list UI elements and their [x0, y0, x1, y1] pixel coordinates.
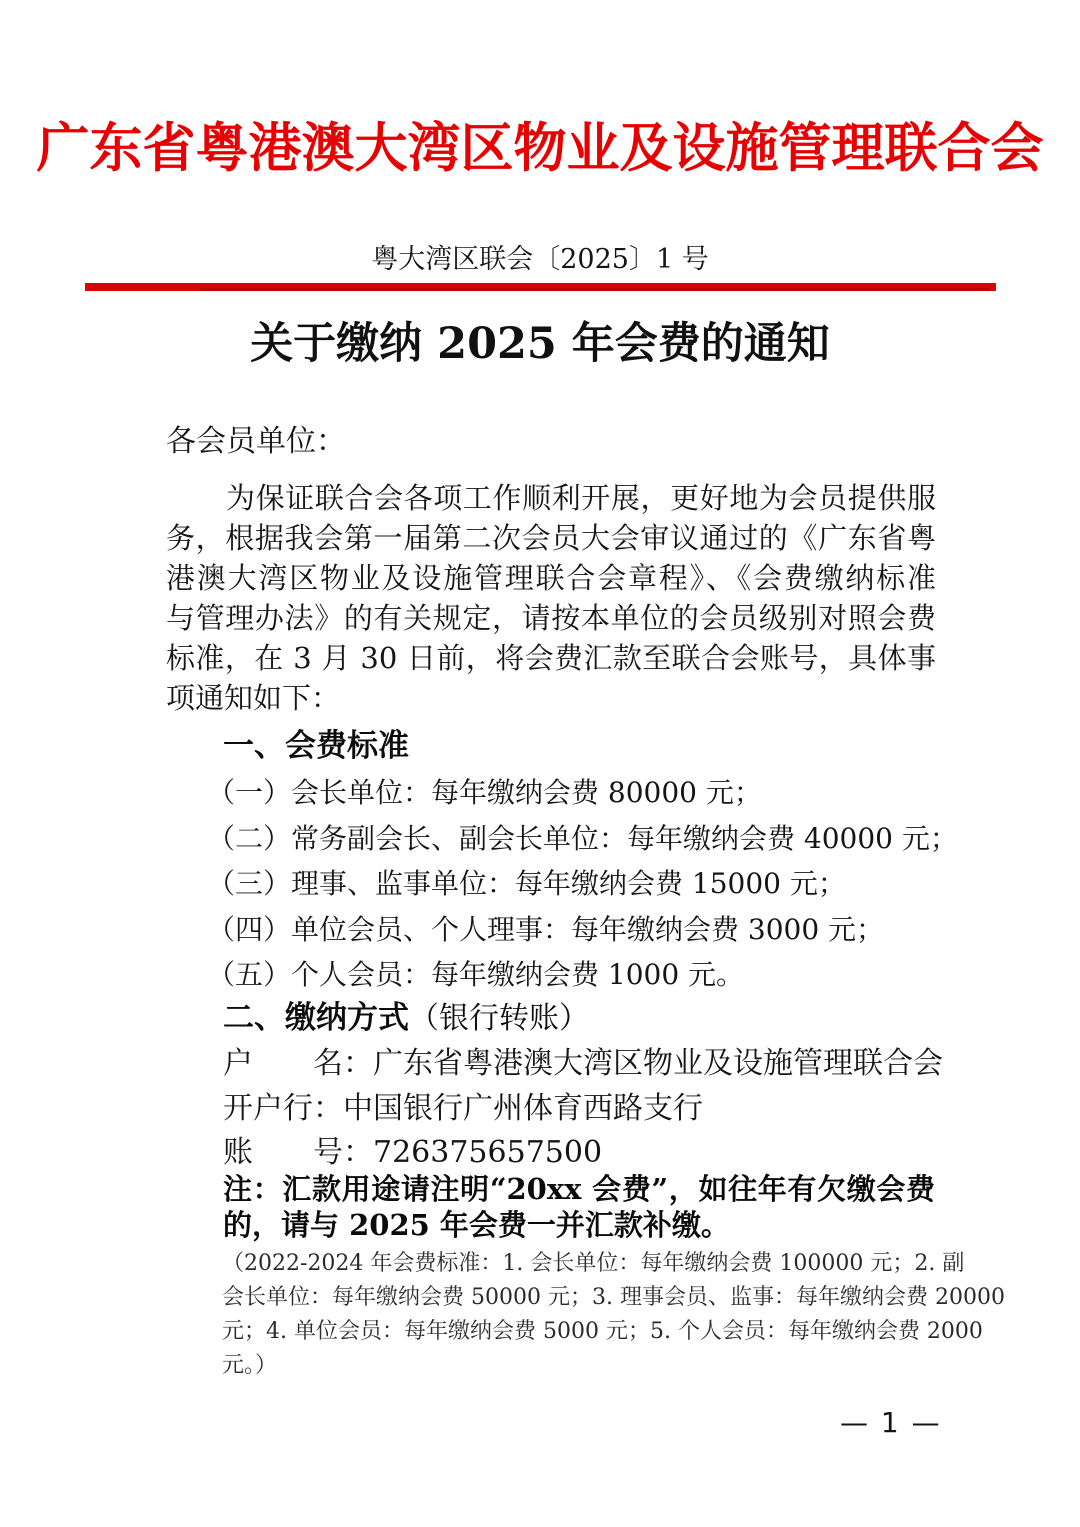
fee-item: （四）单位会员、个人理事：每年缴纳会费 3000 元；	[207, 912, 885, 946]
section2-heading-suffix: （银行转账）	[409, 1001, 589, 1036]
intro-paragraph	[166, 478, 936, 718]
notice-title: 关于缴纳 2025 年会费的通知	[250, 319, 830, 369]
fine-print-line: 元。）	[222, 1353, 278, 1378]
bank-branch-line: 开户行：中国银行广州体育西路支行	[223, 1090, 703, 1126]
fee-item: （一）会长单位：每年缴纳会费 80000 元；	[207, 776, 762, 809]
fee-item: （二）常务副会长、副会长单位：每年缴纳会费 40000 元；	[207, 821, 958, 855]
section2-heading	[223, 998, 589, 1039]
fee-standard-list	[207, 770, 967, 998]
intro-line: 港澳大湾区物业及设施管理联合会章程》、《会费缴纳标准	[166, 561, 936, 595]
fee-item: （三）理事、监事单位：每年缴纳会费 15000 元；	[207, 867, 846, 900]
document-number: 粤大湾区联会〔2025〕1 号	[371, 244, 709, 275]
fine-print-line: （2022-2024 年会费标准：1. 会长单位：每年缴纳会费 100000 元；2. 副	[222, 1251, 965, 1276]
intro-line: 与管理办法》的有关规定，请按本单位的会员级别对照会费	[166, 601, 936, 635]
fine-print-line: 会长单位：每年缴纳会费 50000 元；3. 理事会员、监事：每年缴纳会费 20000	[222, 1285, 1005, 1310]
section2-heading-main: 二、缴纳方式	[223, 1000, 409, 1036]
intro-line: 项通知如下：	[166, 681, 341, 715]
salutation: 各会员单位：	[166, 424, 346, 459]
red-divider-line	[85, 283, 996, 291]
account-name-line: 户 名：广东省粤港澳大湾区物业及设施管理联合会	[223, 1046, 943, 1081]
remittance-note	[223, 1172, 935, 1243]
note-line: 的，请与 2025 年会费一并汇款补缴。	[223, 1207, 730, 1242]
red-divider-accent	[200, 288, 990, 291]
previous-years-fee-note	[222, 1247, 1005, 1383]
fee-item: （五）个人会员：每年缴纳会费 1000 元。	[207, 958, 745, 991]
intro-line: 为保证联合会各项工作顺利开展，更好地为会员提供服	[226, 481, 936, 515]
page-number: — 1 —	[840, 1406, 942, 1439]
account-number-line: 账 号：726375657500	[223, 1135, 603, 1170]
section1-heading: 一、会费标准	[223, 728, 409, 764]
fine-print-line: 元；4. 单位会员：每年缴纳会费 5000 元；5. 个人会员：每年缴纳会费 2000	[222, 1319, 983, 1344]
intro-line: 务，根据我会第一届第二次会员大会审议通过的《广东省粤	[166, 521, 936, 555]
organization-title: 广东省粤港澳大湾区物业及设施管理联合会	[36, 117, 1044, 179]
note-line: 注：汇款用途请注明“20xx 会费”，如往年有欠缴会费	[223, 1172, 935, 1206]
intro-line: 标准，在 3 月 30 日前，将会费汇款至联合会账号，具体事	[166, 641, 936, 675]
bank-account-info	[223, 1042, 943, 1176]
